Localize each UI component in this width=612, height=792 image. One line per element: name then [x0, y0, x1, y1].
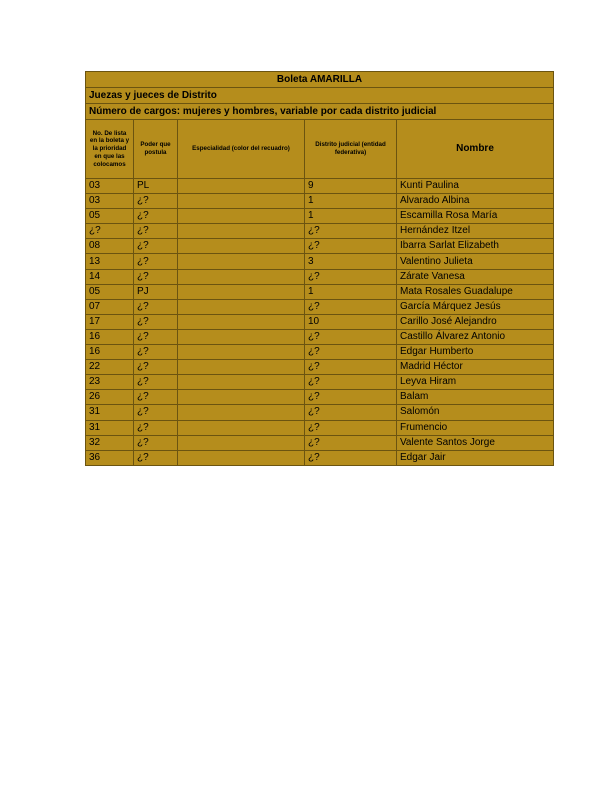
cell-distrito: ¿?	[305, 239, 397, 254]
cell-especialidad	[178, 314, 305, 329]
cell-especialidad	[178, 194, 305, 209]
cell-poder: ¿?	[134, 345, 178, 360]
cell-poder: ¿?	[134, 239, 178, 254]
cell-distrito: ¿?	[305, 435, 397, 450]
cell-nombre: Salomón	[397, 405, 554, 420]
cell-lista: 08	[86, 239, 134, 254]
header-lista: No. De lista en la boleta y la prioridad en que las colocamos	[86, 120, 134, 179]
cell-lista: 16	[86, 345, 134, 360]
cell-nombre: Valente Santos Jorge	[397, 435, 554, 450]
cell-nombre: García Márquez Jesús	[397, 299, 554, 314]
header-nombre: Nombre	[397, 120, 554, 179]
cell-nombre: Kunti Paulina	[397, 179, 554, 194]
table-row	[86, 435, 554, 450]
ballot-subtitle: Juezas y jueces de Distrito	[86, 88, 554, 104]
ballot-rows	[86, 179, 554, 466]
cell-especialidad	[178, 299, 305, 314]
cell-distrito: ¿?	[305, 420, 397, 435]
ballot-cargos: Número de cargos: mujeres y hombres, variable por cada distrito judicial	[86, 104, 554, 120]
cell-nombre: Alvarado Albina	[397, 194, 554, 209]
cell-distrito: 10	[305, 314, 397, 329]
table-row	[86, 269, 554, 284]
cell-lista: 03	[86, 179, 134, 194]
cell-especialidad	[178, 239, 305, 254]
cell-distrito: ¿?	[305, 450, 397, 465]
table-row	[86, 345, 554, 360]
cell-distrito: 9	[305, 179, 397, 194]
cell-poder: ¿?	[134, 224, 178, 239]
cell-nombre: Zárate Vanesa	[397, 269, 554, 284]
cell-lista: 13	[86, 254, 134, 269]
cell-poder: ¿?	[134, 329, 178, 344]
cell-distrito: ¿?	[305, 269, 397, 284]
cell-lista: 31	[86, 405, 134, 420]
cell-poder: ¿?	[134, 269, 178, 284]
cell-poder: ¿?	[134, 375, 178, 390]
cell-especialidad	[178, 254, 305, 269]
cell-distrito: ¿?	[305, 224, 397, 239]
table-row	[86, 179, 554, 194]
cell-poder: PL	[134, 179, 178, 194]
cell-distrito: 1	[305, 209, 397, 224]
cell-especialidad	[178, 375, 305, 390]
cell-lista: 07	[86, 299, 134, 314]
table-row	[86, 405, 554, 420]
cell-especialidad	[178, 269, 305, 284]
cell-especialidad	[178, 329, 305, 344]
ballot-table	[85, 71, 554, 466]
cell-poder: ¿?	[134, 194, 178, 209]
table-row	[86, 390, 554, 405]
table-row	[86, 299, 554, 314]
cell-especialidad	[178, 450, 305, 465]
cell-nombre: Edgar Jair	[397, 450, 554, 465]
cell-distrito: 1	[305, 194, 397, 209]
cell-poder: ¿?	[134, 314, 178, 329]
cell-lista: 22	[86, 360, 134, 375]
cell-especialidad	[178, 284, 305, 299]
cell-lista: 36	[86, 450, 134, 465]
cell-lista: 05	[86, 209, 134, 224]
cell-nombre: Escamilla Rosa María	[397, 209, 554, 224]
table-row	[86, 284, 554, 299]
cell-especialidad	[178, 179, 305, 194]
cell-poder: ¿?	[134, 435, 178, 450]
cell-nombre: Balam	[397, 390, 554, 405]
cell-lista: 16	[86, 329, 134, 344]
cell-distrito: ¿?	[305, 360, 397, 375]
cell-lista: 26	[86, 390, 134, 405]
cell-lista: 05	[86, 284, 134, 299]
cell-distrito: ¿?	[305, 329, 397, 344]
table-row	[86, 450, 554, 465]
cell-nombre: Castillo Álvarez Antonio	[397, 329, 554, 344]
cell-lista: 14	[86, 269, 134, 284]
cell-distrito: ¿?	[305, 390, 397, 405]
cell-distrito: ¿?	[305, 375, 397, 390]
table-row	[86, 239, 554, 254]
cell-distrito: ¿?	[305, 299, 397, 314]
cell-nombre: Hernández Itzel	[397, 224, 554, 239]
table-row	[86, 194, 554, 209]
cell-nombre: Ibarra Sarlat Elizabeth	[397, 239, 554, 254]
cell-nombre: Leyva Hiram	[397, 375, 554, 390]
cell-poder: ¿?	[134, 254, 178, 269]
cell-poder: ¿?	[134, 299, 178, 314]
cell-especialidad	[178, 345, 305, 360]
cell-lista: 23	[86, 375, 134, 390]
table-row	[86, 314, 554, 329]
cell-lista: 17	[86, 314, 134, 329]
table-row	[86, 375, 554, 390]
cell-poder: ¿?	[134, 390, 178, 405]
cell-nombre: Madrid Héctor	[397, 360, 554, 375]
cell-especialidad	[178, 420, 305, 435]
table-row	[86, 209, 554, 224]
header-poder: Poder que postula	[134, 120, 178, 179]
cell-nombre: Mata Rosales Guadalupe	[397, 284, 554, 299]
cell-especialidad	[178, 405, 305, 420]
cell-distrito: 1	[305, 284, 397, 299]
cell-lista: 31	[86, 420, 134, 435]
header-especialidad: Especialidad (color del recuadro)	[178, 120, 305, 179]
cell-poder: ¿?	[134, 360, 178, 375]
cell-distrito: ¿?	[305, 345, 397, 360]
cell-especialidad	[178, 360, 305, 375]
cell-distrito: 3	[305, 254, 397, 269]
header-distrito: Distrito judicial (entidad federativa)	[305, 120, 397, 179]
cell-poder: ¿?	[134, 450, 178, 465]
cell-lista: 03	[86, 194, 134, 209]
cell-lista: 32	[86, 435, 134, 450]
table-row	[86, 360, 554, 375]
cell-poder: ¿?	[134, 420, 178, 435]
cell-poder: PJ	[134, 284, 178, 299]
cell-nombre: Carillo José Alejandro	[397, 314, 554, 329]
cell-poder: ¿?	[134, 405, 178, 420]
ballot-title: Boleta AMARILLA	[86, 72, 554, 88]
table-row	[86, 329, 554, 344]
cell-especialidad	[178, 209, 305, 224]
cell-poder: ¿?	[134, 209, 178, 224]
cell-distrito: ¿?	[305, 405, 397, 420]
cell-nombre: Valentino Julieta	[397, 254, 554, 269]
cell-especialidad	[178, 390, 305, 405]
table-row	[86, 224, 554, 239]
cell-especialidad	[178, 224, 305, 239]
table-row	[86, 254, 554, 269]
cell-nombre: Edgar Humberto	[397, 345, 554, 360]
table-row	[86, 420, 554, 435]
cell-especialidad	[178, 435, 305, 450]
cell-nombre: Frumencio	[397, 420, 554, 435]
cell-lista: ¿?	[86, 224, 134, 239]
